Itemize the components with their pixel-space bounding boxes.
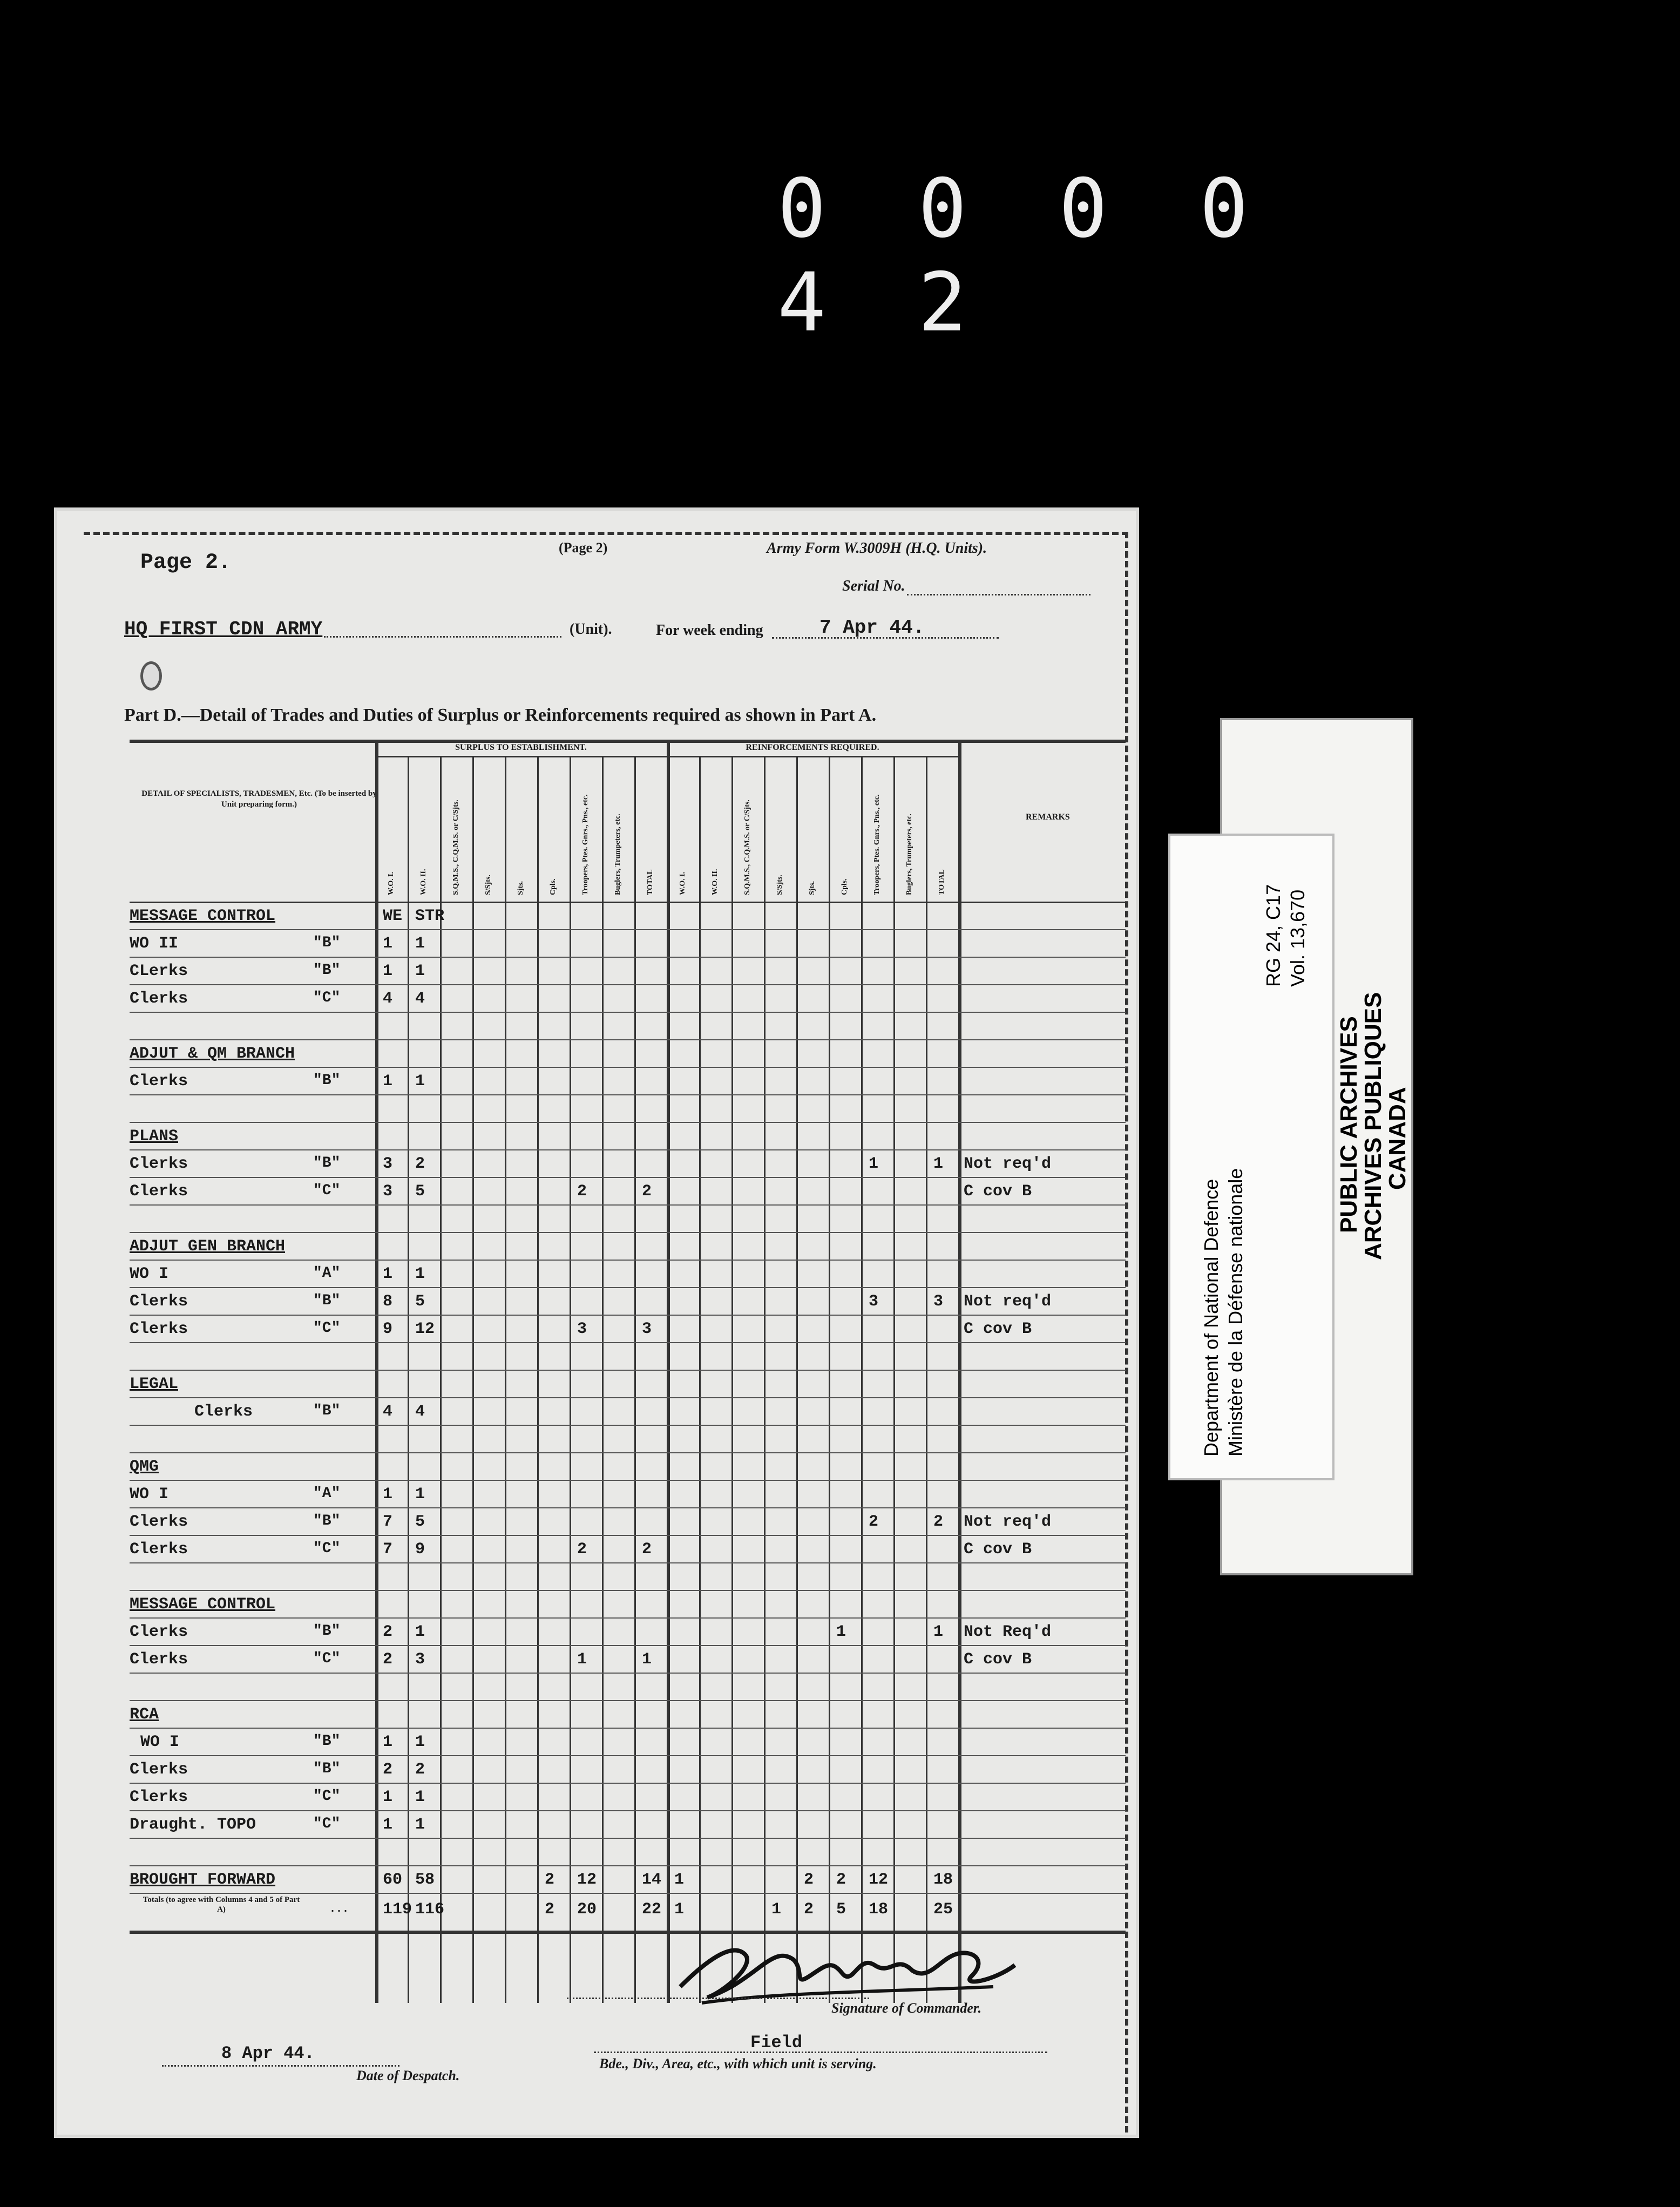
- row-label: Clerks: [130, 1623, 188, 1641]
- remark: Not Req'd: [964, 1623, 1052, 1641]
- row-rule: [130, 1480, 1126, 1481]
- grade-label: "C": [313, 1182, 341, 1199]
- row-rule: [130, 1094, 1126, 1095]
- row-rule: [130, 1397, 1126, 1398]
- row-rule: [130, 929, 1126, 930]
- column-rule: [861, 756, 863, 2003]
- surplus-wo2: 4: [415, 1403, 425, 1421]
- place-line: [594, 2052, 1047, 2053]
- row-rule: [130, 1838, 1126, 1839]
- surplus-wo1: 1: [383, 1265, 393, 1283]
- surplus-wo2: 1: [415, 1816, 425, 1834]
- surplus-tro: 2: [577, 1540, 587, 1559]
- surplus-wo1: 8: [383, 1292, 393, 1311]
- surplus-wo2: 1: [415, 1265, 425, 1283]
- section-heading: PLANS: [130, 1127, 179, 1146]
- surplus-wo1: 1: [383, 1788, 393, 1806]
- total-surplus-tro: 20: [577, 1900, 597, 1919]
- surplus-wo2: 1: [415, 1788, 425, 1806]
- section-heading: ADJUT GEN BRANCH: [130, 1237, 286, 1256]
- surplus-wo1: 7: [383, 1540, 393, 1559]
- grade-label: "B": [313, 1623, 341, 1640]
- reinf-cpl: 1: [836, 1623, 846, 1641]
- table-top-rule: [130, 740, 1126, 743]
- row-label: Clerks: [130, 1788, 188, 1806]
- row-label: Draught. TOPO: [130, 1816, 256, 1834]
- column-header: S/Sjts.: [484, 875, 492, 895]
- page-paren: (Page 2): [559, 540, 608, 556]
- surplus-cpl: 2: [545, 1871, 555, 1889]
- detail-table: [130, 740, 1126, 2003]
- row-label: Clerks: [130, 1540, 188, 1559]
- column-rule: [796, 756, 798, 2003]
- total-reinf-wo1: 1: [674, 1900, 685, 1919]
- column-rule: [699, 756, 701, 2003]
- row-rule: [130, 1865, 1126, 1866]
- total-reinf-cpl: 5: [836, 1900, 846, 1919]
- row-rule: [130, 1535, 1126, 1536]
- row-label: Clerks: [130, 990, 188, 1008]
- section-heading: ADJUT & QM BRANCH: [130, 1045, 295, 1063]
- row-rule: [130, 1893, 1126, 1894]
- surplus-wo1: 4: [383, 990, 393, 1008]
- surplus-wo2: 1: [415, 962, 425, 980]
- column-rule: [537, 756, 539, 2003]
- dept-en: Department of National Defence: [1200, 1179, 1222, 1457]
- total-reinf-ss: 1: [771, 1900, 782, 1919]
- column-header: S.Q.M.S., C.Q.M.S. or C/Sjts.: [743, 800, 751, 895]
- reinf-tot: 2: [933, 1513, 944, 1531]
- row-label: Clerks: [130, 1320, 188, 1338]
- column-header: Sjts.: [517, 881, 525, 895]
- section-heading: QMG: [130, 1458, 159, 1476]
- column-rule: [764, 756, 766, 2003]
- rg-number: RG 24, C17: [1262, 884, 1284, 987]
- row-rule: [130, 1728, 1126, 1729]
- column-header: Sjts.: [808, 881, 816, 895]
- row-label: WO I: [130, 1485, 169, 1504]
- grade-label: "B": [313, 1733, 341, 1750]
- row-label: Clerks: [130, 1650, 188, 1669]
- week-value: 7 Apr 44.: [819, 617, 925, 639]
- surplus-tro: 2: [577, 1182, 587, 1201]
- surplus-tro: 12: [577, 1871, 597, 1889]
- row-rule: [130, 1342, 1126, 1343]
- reinf-wo1: 1: [674, 1871, 685, 1889]
- column-header: Troopers, Ptes. Gnrs., Pns., etc.: [873, 794, 881, 895]
- section-heading: MESSAGE CONTROL: [130, 1595, 276, 1614]
- reinf-tro: 3: [869, 1292, 879, 1311]
- surplus-wo2: 58: [415, 1871, 435, 1889]
- grade-label: "C": [313, 990, 341, 1006]
- surplus-wo2: 1: [415, 1072, 425, 1091]
- row-rule: [130, 1149, 1126, 1150]
- reinf-tot: 18: [933, 1871, 953, 1889]
- dept-fr: Ministère de la Défense nationale: [1224, 1168, 1247, 1457]
- row-rule: [130, 1700, 1126, 1701]
- surplus-wo2: 3: [415, 1650, 425, 1669]
- archive-label-inner: [1168, 834, 1334, 1480]
- remark: Not req'd: [964, 1292, 1052, 1311]
- row-rule: [130, 1562, 1126, 1563]
- column-rule: [440, 756, 442, 2003]
- column-rule: [570, 756, 571, 2003]
- row-rule: [130, 1287, 1126, 1288]
- grade-label: "C": [313, 1540, 341, 1557]
- reinforcements-header: REINFORCEMENTS REQUIRED.: [746, 743, 879, 752]
- remark: C cov B: [964, 1320, 1032, 1338]
- surplus-wo1: 1: [383, 962, 393, 980]
- row-rule: [130, 1783, 1126, 1784]
- surplus-wo2: 1: [415, 935, 425, 953]
- archive-label: [1200, 718, 1413, 1575]
- grade-label: "B": [313, 1761, 341, 1777]
- row-label: Clerks: [130, 1182, 188, 1201]
- date-line: [162, 2065, 399, 2067]
- surplus-tro: 1: [577, 1650, 587, 1669]
- column-rule: [926, 756, 927, 2003]
- row-label: WO II: [130, 935, 179, 953]
- serial-label: Serial No.: [842, 578, 905, 594]
- volume-number: Vol. 13,670: [1286, 889, 1309, 987]
- column-rule: [408, 756, 409, 2003]
- surplus-wo2: 5: [415, 1513, 425, 1531]
- surplus-wo1: 1: [383, 1072, 393, 1091]
- header-bottom-rule: [130, 902, 1126, 903]
- surplus-wo2: 1: [415, 1623, 425, 1641]
- surplus-wo1: 4: [383, 1403, 393, 1421]
- column-header: S/Sjts.: [776, 875, 784, 895]
- column-rule: [634, 756, 636, 2003]
- row-rule: [130, 1315, 1126, 1316]
- grade-label: "B": [313, 935, 341, 951]
- column-header: Troopers, Ptes. Gnrs., Pns., etc.: [581, 794, 590, 895]
- row-label: Clerks: [130, 1292, 188, 1311]
- totals-dots: ...: [329, 1903, 349, 1915]
- column-rule: [505, 756, 506, 2003]
- reinf-cpl: 2: [836, 1871, 846, 1889]
- row-label: CLerks: [130, 962, 188, 980]
- surplus-wo2: 9: [415, 1540, 425, 1559]
- column-rule: [472, 756, 474, 2003]
- form-id: Army Form W.3009H (H.Q. Units).: [767, 540, 987, 557]
- reinf-tot: 1: [933, 1623, 944, 1641]
- column-header: W.O. II.: [711, 869, 719, 895]
- surplus-wo2: STR: [415, 907, 445, 925]
- surplus-wo2: 1: [415, 1485, 425, 1504]
- section-heading: LEGAL: [130, 1375, 179, 1393]
- grade-label: "B": [313, 1513, 341, 1529]
- surplus-wo2: 12: [415, 1320, 435, 1338]
- surplus-wo2: 2: [415, 1155, 425, 1173]
- signature-line: [567, 1998, 869, 1999]
- surplus-wo1: 2: [383, 1623, 393, 1641]
- row-label: Clerks: [130, 1761, 188, 1779]
- row-rule: [130, 1177, 1126, 1178]
- date-of-despatch-label: Date of Despatch.: [356, 2068, 460, 2083]
- grade-label: "A": [313, 1485, 341, 1502]
- column-header: W.O. II.: [419, 869, 428, 895]
- total-reinf-total: 25: [933, 1900, 953, 1919]
- row-rule: [130, 1260, 1126, 1261]
- grade-label: "A": [313, 1265, 341, 1282]
- date-of-despatch-value: 8 Apr 44.: [221, 2043, 315, 2063]
- surplus-wo1: 2: [383, 1650, 393, 1669]
- surplus-wo1: 9: [383, 1320, 393, 1338]
- row-rule: [130, 984, 1126, 985]
- column-header: W.O. I.: [679, 871, 687, 895]
- row-rule: [130, 1067, 1126, 1068]
- detail-column-header: DETAIL OF SPECIALISTS, TRADESMEN, Etc. (To be inserted by Unit preparing form.): [141, 789, 377, 809]
- row-label: WO I: [140, 1733, 180, 1751]
- total-reinf-tro: 18: [869, 1900, 889, 1919]
- surplus-header: SURPLUS TO ESTABLISHMENT.: [455, 743, 587, 752]
- surplus-wo2: 2: [415, 1761, 425, 1779]
- surplus-wo1: 2: [383, 1761, 393, 1779]
- signature-label: Signature of Commander.: [831, 2000, 982, 2016]
- row-rule: [130, 1370, 1126, 1371]
- column-header: S.Q.M.S., C.Q.M.S. or C/Sjts.: [452, 800, 460, 895]
- row-rule: [130, 1425, 1126, 1426]
- remark: Not req'd: [964, 1155, 1052, 1173]
- commander-signature: [669, 1922, 1026, 2008]
- surplus-wo2: 4: [415, 990, 425, 1008]
- surplus-wo1: 1: [383, 1816, 393, 1834]
- total-surplus-cpl: 2: [545, 1900, 555, 1919]
- row-rule: [130, 1012, 1126, 1013]
- row-rule: [130, 1645, 1126, 1646]
- row-rule: [130, 1452, 1126, 1453]
- total-wo2: 116: [415, 1900, 445, 1919]
- row-rule: [130, 1232, 1126, 1233]
- surplus-tot: 14: [642, 1871, 662, 1889]
- surplus-wo1: 3: [383, 1182, 393, 1201]
- column-header: Buglers, Trumpeters, etc.: [614, 814, 622, 895]
- perforation-top: [84, 532, 1128, 535]
- unit-value: HQ FIRST CDN ARMY: [124, 618, 323, 640]
- public-archives-fr: ARCHIVES PUBLIQUES: [1360, 992, 1386, 1260]
- reinf-tot: 1: [933, 1155, 944, 1173]
- row-rule: [130, 1755, 1126, 1756]
- serial-line: [907, 594, 1090, 595]
- section-heading: RCA: [130, 1705, 159, 1724]
- reinf-tot: 3: [933, 1292, 944, 1311]
- row-rule: [130, 957, 1126, 958]
- grade-label: "B": [313, 1072, 341, 1089]
- column-header: W.O. I.: [387, 871, 395, 895]
- column-header: Cpls.: [841, 878, 849, 895]
- column-header: Buglers, Trumpeters, etc.: [905, 814, 913, 895]
- row-rule: [130, 1039, 1126, 1040]
- section-heading: BROUGHT FORWARD: [130, 1871, 276, 1889]
- surplus-wo2: 1: [415, 1733, 425, 1751]
- week-label: For week ending: [656, 622, 763, 639]
- grade-label: "C": [313, 1320, 341, 1337]
- punch-hole: [140, 661, 162, 690]
- unit-dots: [324, 636, 561, 638]
- row-label: Clerks: [130, 1072, 188, 1091]
- surplus-wo1: WE: [383, 907, 403, 925]
- column-header: Cpls.: [549, 878, 557, 895]
- surplus-wo2: 5: [415, 1182, 425, 1201]
- surplus-wo2: 5: [415, 1292, 425, 1311]
- grade-label: "C": [313, 1816, 341, 1832]
- reinf-tro: 12: [869, 1871, 889, 1889]
- row-rule: [130, 1590, 1126, 1591]
- place-value: Field: [750, 2033, 803, 2053]
- column-header: TOTAL: [938, 869, 946, 895]
- row-rule: [130, 1204, 1126, 1206]
- grade-label: "B": [313, 1155, 341, 1172]
- column-rule: [731, 756, 733, 2003]
- remark: Not req'd: [964, 1513, 1052, 1531]
- total-surplus-total: 22: [642, 1900, 662, 1919]
- public-archives-en: PUBLIC ARCHIVES: [1336, 1016, 1362, 1233]
- row-rule: [130, 1617, 1126, 1619]
- surplus-wo1: 1: [383, 1485, 393, 1504]
- surplus-wo1: 60: [383, 1871, 403, 1889]
- surplus-tot: 2: [642, 1182, 652, 1201]
- surplus-tot: 2: [642, 1540, 652, 1559]
- row-rule: [130, 1507, 1126, 1508]
- canada: CANADA: [1384, 1087, 1411, 1190]
- surplus-wo1: 1: [383, 935, 393, 953]
- remark: C cov B: [964, 1650, 1032, 1669]
- totals-label: Totals (to agree with Columns 4 and 5 of Part A): [143, 1895, 300, 1914]
- row-rule: [130, 1122, 1126, 1123]
- row-rule: [130, 1810, 1126, 1811]
- reinf-sjt: 2: [804, 1871, 814, 1889]
- reinf-tro: 1: [869, 1155, 879, 1173]
- section-heading: MESSAGE CONTROL: [130, 907, 276, 925]
- unit-label: (Unit).: [570, 621, 612, 638]
- surplus-tot: 3: [642, 1320, 652, 1338]
- grade-label: "C": [313, 1650, 341, 1667]
- grade-label: "B": [313, 1292, 341, 1309]
- remark: C cov B: [964, 1540, 1032, 1559]
- row-label: WO I: [130, 1265, 169, 1283]
- grade-label: "B": [313, 962, 341, 979]
- row-label: Clerks: [194, 1403, 253, 1421]
- surplus-wo1: 1: [383, 1733, 393, 1751]
- total-reinf-sjt: 2: [804, 1900, 814, 1919]
- surplus-wo1: 7: [383, 1513, 393, 1531]
- grade-label: "B": [313, 1403, 341, 1419]
- column-rule: [829, 756, 830, 2003]
- surplus-wo1: 3: [383, 1155, 393, 1173]
- part-title: Part D.—Detail of Trades and Duties of Surplus or Reinforcements required as shown in Part A.: [124, 705, 877, 725]
- page-number: Page 2.: [140, 551, 232, 575]
- surplus-tro: 3: [577, 1320, 587, 1338]
- remark: C cov B: [964, 1182, 1032, 1201]
- row-label: Clerks: [130, 1513, 188, 1531]
- row-label: Clerks: [130, 1155, 188, 1173]
- remarks-header: REMARKS: [1026, 813, 1070, 822]
- reinf-tro: 2: [869, 1513, 879, 1531]
- grade-label: "C": [313, 1788, 341, 1805]
- surplus-tot: 1: [642, 1650, 652, 1669]
- column-rule: [893, 756, 895, 2003]
- row-rule: [130, 1673, 1126, 1674]
- total-wo1: 119: [383, 1900, 412, 1919]
- form-sheet: [54, 507, 1139, 2138]
- frame-number: 0 0 0 0 4 2: [777, 162, 1270, 350]
- column-rule: [602, 756, 604, 2003]
- column-header: TOTAL: [646, 869, 654, 895]
- place-label: Bde., Div., Area, etc., with which unit is serving.: [599, 2056, 877, 2071]
